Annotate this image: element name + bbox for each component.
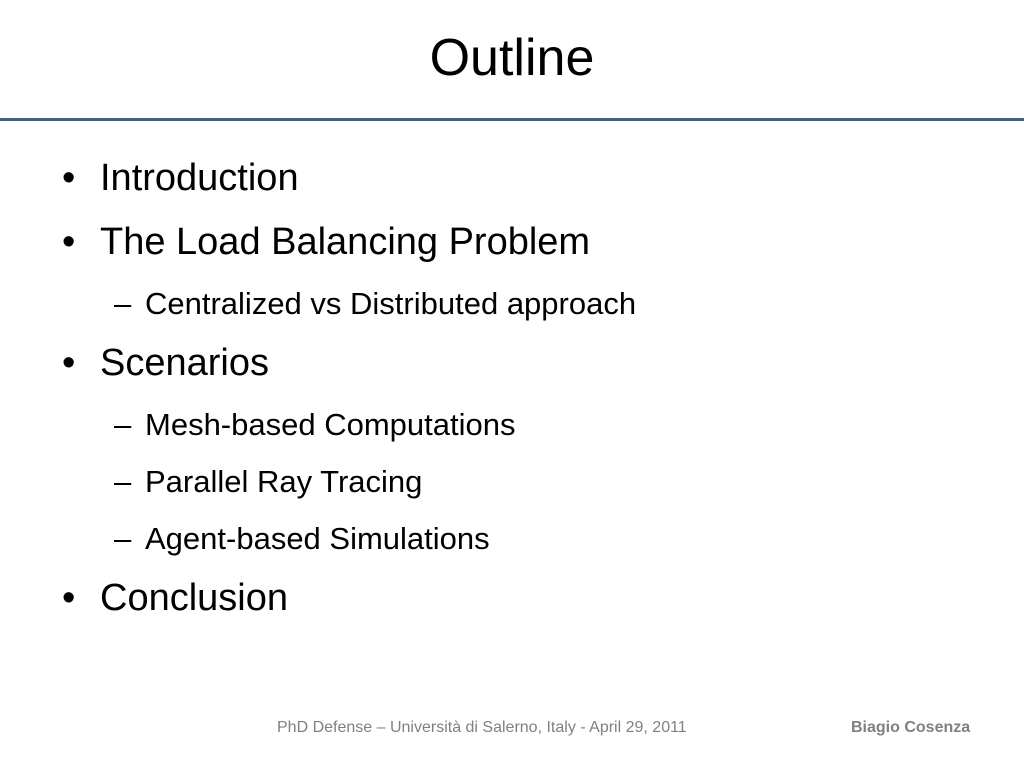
slide-title: Outline bbox=[429, 29, 595, 87]
dash-marker: – bbox=[114, 407, 132, 442]
outline-item-scenarios bbox=[62, 335, 962, 391]
bullet-marker: • bbox=[62, 577, 76, 619]
footer-event: PhD Defense – Università di Salerno, Italy - April 29, 2011 bbox=[277, 719, 687, 736]
outline-item-introduction bbox=[62, 150, 962, 206]
outline-item-text: Mesh-based Computations bbox=[145, 407, 516, 442]
footer-author: Biagio Cosenza bbox=[851, 719, 971, 736]
dash-marker: – bbox=[114, 286, 132, 321]
outline-item-text: Centralized vs Distributed approach bbox=[145, 286, 637, 321]
outline-item-text: Scenarios bbox=[100, 342, 269, 384]
outline-item-text: Conclusion bbox=[100, 577, 288, 619]
bullet-marker: • bbox=[62, 157, 76, 199]
outline-item-text: Introduction bbox=[100, 157, 299, 199]
dash-marker: – bbox=[114, 521, 132, 556]
bullet-marker: • bbox=[62, 221, 76, 263]
bullet-marker: • bbox=[62, 342, 76, 384]
outline-subitem-parallel-ray-tracing bbox=[62, 459, 962, 505]
title-divider bbox=[0, 118, 1024, 121]
outline-item-conclusion bbox=[62, 570, 962, 626]
outline-item-text: The Load Balancing Problem bbox=[100, 221, 591, 263]
outline-item-load-balancing-problem bbox=[62, 214, 962, 270]
outline-item-text: Parallel Ray Tracing bbox=[145, 464, 423, 499]
outline-subitem-agent-based-simulations bbox=[62, 516, 962, 562]
outline-subitem-mesh-based-computations bbox=[62, 402, 962, 448]
dash-marker: – bbox=[114, 464, 132, 499]
outline-item-text: Agent-based Simulations bbox=[145, 521, 490, 556]
outline-list bbox=[62, 150, 962, 626]
outline-subitem-centralized-vs-distributed bbox=[62, 281, 962, 327]
